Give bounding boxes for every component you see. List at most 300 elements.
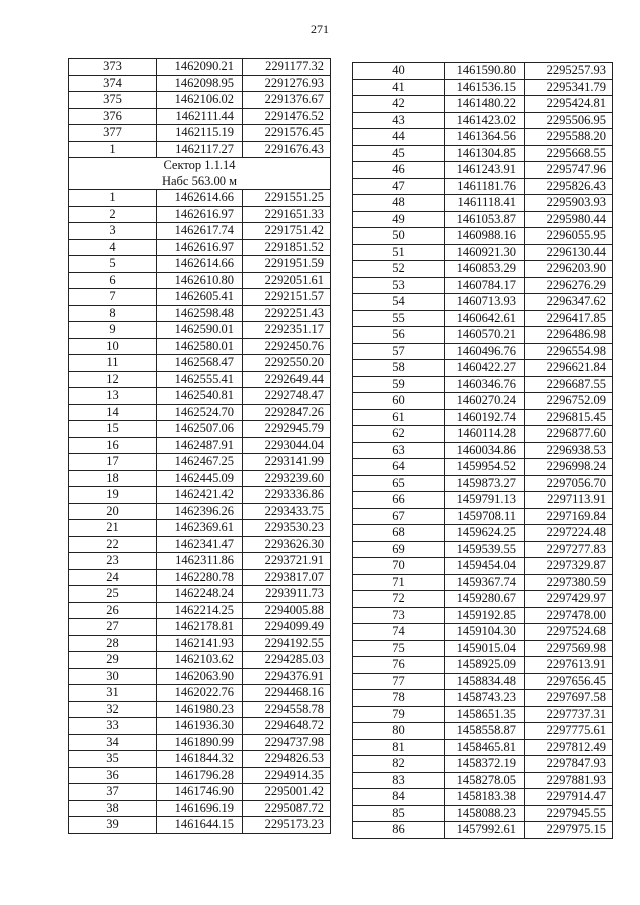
point-number-cell: 1	[69, 141, 157, 158]
point-number-cell: 82	[353, 756, 445, 773]
point-number-cell: 26	[69, 602, 157, 619]
table-row	[69, 470, 331, 487]
y-coordinate-cell: 2292450.76	[243, 338, 331, 355]
table-row	[353, 409, 613, 426]
x-coordinate-cell: 1459104.30	[445, 624, 525, 641]
point-number-cell: 51	[353, 244, 445, 261]
y-coordinate-cell: 2296752.09	[525, 393, 613, 410]
sector-height-row	[69, 174, 331, 190]
x-coordinate-cell: 1461181.76	[445, 178, 525, 195]
point-number-cell: 20	[69, 503, 157, 520]
point-number-cell: 48	[353, 195, 445, 212]
point-number-cell: 64	[353, 459, 445, 476]
point-number-cell: 57	[353, 343, 445, 360]
y-coordinate-cell: 2291851.52	[243, 239, 331, 256]
table-row	[69, 404, 331, 421]
point-number-cell: 65	[353, 475, 445, 492]
point-number-cell: 73	[353, 607, 445, 624]
y-coordinate-cell: 2297945.55	[525, 805, 613, 822]
point-number-cell: 72	[353, 591, 445, 608]
x-coordinate-cell: 1462103.62	[157, 652, 243, 669]
y-coordinate-cell: 2297975.15	[525, 822, 613, 839]
y-coordinate-cell: 2296417.85	[525, 310, 613, 327]
table-row	[69, 569, 331, 586]
y-coordinate-cell: 2292051.61	[243, 272, 331, 289]
point-number-cell: 76	[353, 657, 445, 674]
right-coordinates-table	[352, 62, 613, 839]
y-coordinate-cell: 2291751.42	[243, 223, 331, 240]
x-coordinate-cell: 1462141.93	[157, 635, 243, 652]
table-row	[353, 574, 613, 591]
x-coordinate-cell: 1461364.56	[445, 129, 525, 146]
point-number-cell: 63	[353, 442, 445, 459]
y-coordinate-cell: 2292550.20	[243, 355, 331, 372]
table-row	[69, 371, 331, 388]
y-coordinate-cell: 2291576.45	[243, 125, 331, 142]
table-row	[353, 673, 613, 690]
y-coordinate-cell: 2296486.98	[525, 327, 613, 344]
y-coordinate-cell: 2297737.31	[525, 706, 613, 723]
y-coordinate-cell: 2297812.49	[525, 739, 613, 756]
table-row	[69, 190, 331, 207]
y-coordinate-cell: 2294285.03	[243, 652, 331, 669]
point-number-cell: 11	[69, 355, 157, 372]
x-coordinate-cell: 1461243.91	[445, 162, 525, 179]
x-coordinate-cell: 1458558.87	[445, 723, 525, 740]
table-row	[353, 442, 613, 459]
y-coordinate-cell: 2297380.59	[525, 574, 613, 591]
right-rows	[353, 63, 613, 839]
x-coordinate-cell: 1462178.81	[157, 619, 243, 636]
point-number-cell: 24	[69, 569, 157, 586]
x-coordinate-cell: 1460642.61	[445, 310, 525, 327]
table-row	[69, 92, 331, 109]
x-coordinate-cell: 1462063.90	[157, 668, 243, 685]
x-coordinate-cell: 1461746.90	[157, 784, 243, 801]
y-coordinate-cell: 2296621.84	[525, 360, 613, 377]
left-rows-after-sector	[69, 190, 331, 834]
table-row	[353, 195, 613, 212]
x-coordinate-cell: 1462540.81	[157, 388, 243, 405]
y-coordinate-cell: 2295903.93	[525, 195, 613, 212]
y-coordinate-cell: 2292351.17	[243, 322, 331, 339]
point-number-cell: 44	[353, 129, 445, 146]
point-number-cell: 2	[69, 206, 157, 223]
y-coordinate-cell: 2294914.35	[243, 767, 331, 784]
table-row	[353, 129, 613, 146]
table-row	[353, 624, 613, 641]
x-coordinate-cell: 1458925.09	[445, 657, 525, 674]
point-number-cell: 5	[69, 256, 157, 273]
table-row	[353, 79, 613, 96]
table-row	[353, 822, 613, 839]
point-number-cell: 79	[353, 706, 445, 723]
x-coordinate-cell: 1462117.27	[157, 141, 243, 158]
table-row	[69, 256, 331, 273]
y-coordinate-cell: 2297224.48	[525, 525, 613, 542]
point-number-cell: 59	[353, 376, 445, 393]
x-coordinate-cell: 1462616.97	[157, 239, 243, 256]
table-row	[353, 723, 613, 740]
point-number-cell: 49	[353, 211, 445, 228]
point-number-cell: 53	[353, 277, 445, 294]
y-coordinate-cell: 2293044.04	[243, 437, 331, 454]
x-coordinate-cell: 1462580.01	[157, 338, 243, 355]
y-coordinate-cell: 2297329.87	[525, 558, 613, 575]
x-coordinate-cell: 1462590.01	[157, 322, 243, 339]
y-coordinate-cell: 2294648.72	[243, 718, 331, 735]
table-row	[353, 145, 613, 162]
point-number-cell: 31	[69, 685, 157, 702]
table-row	[69, 59, 331, 76]
table-row	[69, 487, 331, 504]
point-number-cell: 62	[353, 426, 445, 443]
table-row	[69, 108, 331, 125]
point-number-cell: 77	[353, 673, 445, 690]
point-number-cell: 13	[69, 388, 157, 405]
point-number-cell: 35	[69, 751, 157, 768]
point-number-cell: 43	[353, 112, 445, 129]
x-coordinate-cell: 1461304.85	[445, 145, 525, 162]
table-row	[353, 558, 613, 575]
table-row	[353, 277, 613, 294]
point-number-cell: 60	[353, 393, 445, 410]
table-row	[69, 685, 331, 702]
point-number-cell: 83	[353, 772, 445, 789]
point-number-cell: 21	[69, 520, 157, 537]
x-coordinate-cell: 1462248.24	[157, 586, 243, 603]
table-row	[69, 206, 331, 223]
y-coordinate-cell: 2294192.55	[243, 635, 331, 652]
sector-title: Сектор 1.1.14	[69, 158, 331, 174]
point-number-cell: 32	[69, 701, 157, 718]
y-coordinate-cell: 2291376.67	[243, 92, 331, 109]
table-row	[69, 734, 331, 751]
table-row	[69, 421, 331, 438]
x-coordinate-cell: 1462487.91	[157, 437, 243, 454]
table-row	[353, 360, 613, 377]
y-coordinate-cell: 2297697.58	[525, 690, 613, 707]
point-number-cell: 17	[69, 454, 157, 471]
x-coordinate-cell: 1459015.04	[445, 640, 525, 657]
table-row	[353, 706, 613, 723]
point-number-cell: 45	[353, 145, 445, 162]
y-coordinate-cell: 2293626.30	[243, 536, 331, 553]
table-row	[69, 388, 331, 405]
y-coordinate-cell: 2297656.45	[525, 673, 613, 690]
x-coordinate-cell: 1458088.23	[445, 805, 525, 822]
table-row	[69, 520, 331, 537]
table-row	[69, 635, 331, 652]
x-coordinate-cell: 1462098.95	[157, 75, 243, 92]
x-coordinate-cell: 1462617.74	[157, 223, 243, 240]
x-coordinate-cell: 1460270.24	[445, 393, 525, 410]
point-number-cell: 71	[353, 574, 445, 591]
table-row	[353, 789, 613, 806]
x-coordinate-cell: 1460496.76	[445, 343, 525, 360]
y-coordinate-cell: 2297775.61	[525, 723, 613, 740]
table-row	[69, 668, 331, 685]
x-coordinate-cell: 1458372.19	[445, 756, 525, 773]
y-coordinate-cell: 2294099.49	[243, 619, 331, 636]
x-coordinate-cell: 1461536.15	[445, 79, 525, 96]
table-row	[69, 784, 331, 801]
y-coordinate-cell: 2297169.84	[525, 508, 613, 525]
point-number-cell: 39	[69, 817, 157, 834]
x-coordinate-cell: 1459539.55	[445, 541, 525, 558]
point-number-cell: 33	[69, 718, 157, 735]
point-number-cell: 46	[353, 162, 445, 179]
y-coordinate-cell: 2293433.75	[243, 503, 331, 520]
table-row	[69, 553, 331, 570]
x-coordinate-cell: 1458278.05	[445, 772, 525, 789]
y-coordinate-cell: 2292847.26	[243, 404, 331, 421]
point-number-cell: 55	[353, 310, 445, 327]
table-row	[69, 619, 331, 636]
y-coordinate-cell: 2291551.25	[243, 190, 331, 207]
table-row	[353, 756, 613, 773]
y-coordinate-cell: 2297478.00	[525, 607, 613, 624]
point-number-cell: 6	[69, 272, 157, 289]
point-number-cell: 27	[69, 619, 157, 636]
x-coordinate-cell: 1462280.78	[157, 569, 243, 586]
table-row	[69, 817, 331, 834]
table-row	[353, 541, 613, 558]
point-number-cell: 9	[69, 322, 157, 339]
point-number-cell: 28	[69, 635, 157, 652]
point-number-cell: 56	[353, 327, 445, 344]
point-number-cell: 85	[353, 805, 445, 822]
x-coordinate-cell: 1462616.97	[157, 206, 243, 223]
sector-title-row	[69, 158, 331, 174]
x-coordinate-cell: 1461423.02	[445, 112, 525, 129]
sector-header	[69, 158, 331, 190]
point-number-cell: 15	[69, 421, 157, 438]
y-coordinate-cell: 2294826.53	[243, 751, 331, 768]
point-number-cell: 61	[353, 409, 445, 426]
table-row	[69, 586, 331, 603]
point-number-cell: 37	[69, 784, 157, 801]
table-row	[69, 767, 331, 784]
x-coordinate-cell: 1459624.25	[445, 525, 525, 542]
y-coordinate-cell: 2295668.55	[525, 145, 613, 162]
point-number-cell: 373	[69, 59, 157, 76]
point-number-cell: 58	[353, 360, 445, 377]
table-row	[69, 454, 331, 471]
y-coordinate-cell: 2293336.86	[243, 487, 331, 504]
x-coordinate-cell: 1461936.30	[157, 718, 243, 735]
point-number-cell: 377	[69, 125, 157, 142]
table-row	[353, 310, 613, 327]
y-coordinate-cell: 2295424.81	[525, 96, 613, 113]
point-number-cell: 14	[69, 404, 157, 421]
table-row	[353, 393, 613, 410]
point-number-cell: 29	[69, 652, 157, 669]
point-number-cell: 7	[69, 289, 157, 306]
table-row	[69, 718, 331, 735]
point-number-cell: 374	[69, 75, 157, 92]
table-row	[69, 536, 331, 553]
x-coordinate-cell: 1460853.29	[445, 261, 525, 278]
x-coordinate-cell: 1460034.86	[445, 442, 525, 459]
y-coordinate-cell: 2291676.43	[243, 141, 331, 158]
page-number: 271	[311, 22, 329, 36]
point-number-cell: 74	[353, 624, 445, 641]
x-coordinate-cell: 1461053.87	[445, 211, 525, 228]
table-row	[353, 211, 613, 228]
x-coordinate-cell: 1460346.76	[445, 376, 525, 393]
point-number-cell: 36	[69, 767, 157, 784]
table-row	[69, 602, 331, 619]
x-coordinate-cell: 1462214.25	[157, 602, 243, 619]
point-number-cell: 23	[69, 553, 157, 570]
y-coordinate-cell: 2295747.96	[525, 162, 613, 179]
table-row	[353, 343, 613, 360]
x-coordinate-cell: 1458743.23	[445, 690, 525, 707]
point-number-cell: 78	[353, 690, 445, 707]
table-row	[353, 772, 613, 789]
point-number-cell: 68	[353, 525, 445, 542]
table-row	[353, 112, 613, 129]
point-number-cell: 375	[69, 92, 157, 109]
x-coordinate-cell: 1462421.42	[157, 487, 243, 504]
x-coordinate-cell: 1459873.27	[445, 475, 525, 492]
table-row	[353, 261, 613, 278]
table-row	[353, 805, 613, 822]
x-coordinate-cell: 1459454.04	[445, 558, 525, 575]
y-coordinate-cell: 2295173.23	[243, 817, 331, 834]
table-row	[353, 459, 613, 476]
x-coordinate-cell: 1460114.28	[445, 426, 525, 443]
y-coordinate-cell: 2296130.44	[525, 244, 613, 261]
y-coordinate-cell: 2295001.42	[243, 784, 331, 801]
x-coordinate-cell: 1462467.25	[157, 454, 243, 471]
table-row	[353, 162, 613, 179]
x-coordinate-cell: 1461118.41	[445, 195, 525, 212]
y-coordinate-cell: 2296687.55	[525, 376, 613, 393]
x-coordinate-cell: 1462610.80	[157, 272, 243, 289]
y-coordinate-cell: 2291177.32	[243, 59, 331, 76]
y-coordinate-cell: 2293141.99	[243, 454, 331, 471]
y-coordinate-cell: 2296938.53	[525, 442, 613, 459]
point-number-cell: 54	[353, 294, 445, 311]
x-coordinate-cell: 1458834.48	[445, 673, 525, 690]
x-coordinate-cell: 1460784.17	[445, 277, 525, 294]
x-coordinate-cell: 1462445.09	[157, 470, 243, 487]
y-coordinate-cell: 2296998.24	[525, 459, 613, 476]
x-coordinate-cell: 1462524.70	[157, 404, 243, 421]
point-number-cell: 376	[69, 108, 157, 125]
y-coordinate-cell: 2292945.79	[243, 421, 331, 438]
y-coordinate-cell: 2292649.44	[243, 371, 331, 388]
y-coordinate-cell: 2292748.47	[243, 388, 331, 405]
sector-height: Набс 563.00 м	[69, 174, 331, 190]
y-coordinate-cell: 2295341.79	[525, 79, 613, 96]
point-number-cell: 16	[69, 437, 157, 454]
y-coordinate-cell: 2294737.98	[243, 734, 331, 751]
point-number-cell: 42	[353, 96, 445, 113]
table-row	[69, 503, 331, 520]
table-row	[353, 228, 613, 245]
x-coordinate-cell: 1462568.47	[157, 355, 243, 372]
table-row	[69, 289, 331, 306]
y-coordinate-cell: 2295087.72	[243, 800, 331, 817]
point-number-cell: 34	[69, 734, 157, 751]
x-coordinate-cell: 1461844.32	[157, 751, 243, 768]
y-coordinate-cell: 2295588.20	[525, 129, 613, 146]
y-coordinate-cell: 2293530.23	[243, 520, 331, 537]
x-coordinate-cell: 1462614.66	[157, 256, 243, 273]
x-coordinate-cell: 1462507.06	[157, 421, 243, 438]
table-row	[353, 607, 613, 624]
y-coordinate-cell: 2293239.60	[243, 470, 331, 487]
y-coordinate-cell: 2296554.98	[525, 343, 613, 360]
x-coordinate-cell: 1459954.52	[445, 459, 525, 476]
point-number-cell: 50	[353, 228, 445, 245]
y-coordinate-cell: 2295506.95	[525, 112, 613, 129]
table-row	[353, 63, 613, 80]
x-coordinate-cell: 1462605.41	[157, 289, 243, 306]
y-coordinate-cell: 2297056.70	[525, 475, 613, 492]
y-coordinate-cell: 2295980.44	[525, 211, 613, 228]
table-row	[353, 508, 613, 525]
y-coordinate-cell: 2297524.68	[525, 624, 613, 641]
point-number-cell: 22	[69, 536, 157, 553]
table-row	[69, 223, 331, 240]
table-row	[69, 75, 331, 92]
x-coordinate-cell: 1460713.93	[445, 294, 525, 311]
point-number-cell: 3	[69, 223, 157, 240]
point-number-cell: 86	[353, 822, 445, 839]
y-coordinate-cell: 2293911.73	[243, 586, 331, 603]
x-coordinate-cell: 1462106.02	[157, 92, 243, 109]
x-coordinate-cell: 1460921.30	[445, 244, 525, 261]
y-coordinate-cell: 2295826.43	[525, 178, 613, 195]
y-coordinate-cell: 2294376.91	[243, 668, 331, 685]
table-row	[69, 125, 331, 142]
x-coordinate-cell: 1461796.28	[157, 767, 243, 784]
x-coordinate-cell: 1462111.44	[157, 108, 243, 125]
x-coordinate-cell: 1462614.66	[157, 190, 243, 207]
x-coordinate-cell: 1461480.22	[445, 96, 525, 113]
table-row	[69, 239, 331, 256]
x-coordinate-cell: 1462341.47	[157, 536, 243, 553]
point-number-cell: 69	[353, 541, 445, 558]
x-coordinate-cell: 1459192.85	[445, 607, 525, 624]
x-coordinate-cell: 1457992.61	[445, 822, 525, 839]
y-coordinate-cell: 2294005.88	[243, 602, 331, 619]
point-number-cell: 67	[353, 508, 445, 525]
y-coordinate-cell: 2297569.98	[525, 640, 613, 657]
table-row	[353, 244, 613, 261]
y-coordinate-cell: 2294468.16	[243, 685, 331, 702]
point-number-cell: 66	[353, 492, 445, 509]
table-row	[353, 640, 613, 657]
table-row	[69, 652, 331, 669]
table-row	[353, 475, 613, 492]
x-coordinate-cell: 1461980.23	[157, 701, 243, 718]
y-coordinate-cell: 2297914.47	[525, 789, 613, 806]
y-coordinate-cell: 2296815.45	[525, 409, 613, 426]
x-coordinate-cell: 1459708.11	[445, 508, 525, 525]
table-row	[353, 327, 613, 344]
x-coordinate-cell: 1458651.35	[445, 706, 525, 723]
point-number-cell: 19	[69, 487, 157, 504]
table-row	[353, 376, 613, 393]
point-number-cell: 70	[353, 558, 445, 575]
x-coordinate-cell: 1459791.13	[445, 492, 525, 509]
y-coordinate-cell: 2296203.90	[525, 261, 613, 278]
